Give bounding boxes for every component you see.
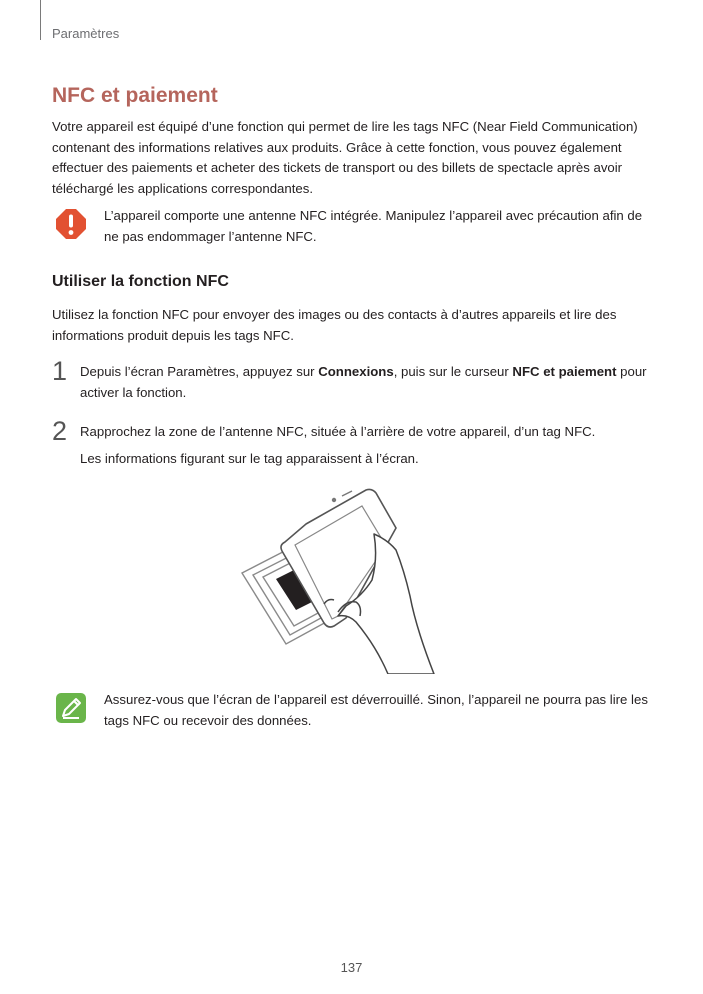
step-number: 2: [52, 416, 68, 446]
header-rule: [40, 0, 41, 40]
header-section-label: Paramètres: [52, 26, 120, 41]
subsection-title: Utiliser la fonction NFC: [52, 273, 229, 290]
note-pencil-icon: [55, 692, 87, 724]
step-bold-term: Connexions: [318, 364, 394, 379]
page-title: NFC et paiement: [52, 84, 218, 107]
step-number: 1: [52, 356, 68, 386]
step-text-part: pour activer la fonction.: [80, 364, 647, 400]
intro-paragraph: Votre appareil est équipé d’une fonction qui permet de lire les tags NFC (Near Field Communication) contenant des informations relatives aux produits. Grâce à cette fonction, vous pouvez également effectuer des paiements et acheter des tickets de transport ou des billets de spectacle après avoir téléchargé les applications correspondantes.: [52, 119, 638, 196]
step-text: Rapprochez la zone de l’antenne NFC, située à l’arrière de votre appareil, d’un tag NFC.: [80, 424, 596, 439]
step-text-part: , puis sur le curseur: [393, 364, 513, 379]
subsection-paragraph: Utilisez la fonction NFC pour envoyer des images ou des contacts à d’autres appareils et lire des informations produit depuis les tags NFC.: [52, 307, 617, 343]
note-text: Assurez-vous que l’écran de l’appareil est déverrouillé. Sinon, l’appareil ne pourra pas lire les tags NFC ou recevoir des données.: [104, 692, 648, 728]
caution-icon: [55, 208, 87, 240]
step-text: [80, 362, 652, 403]
step-text-part: Depuis l’écran Paramètres, appuyez sur: [80, 364, 319, 379]
caution-text: L’appareil comporte une antenne NFC intégrée. Manipulez l’appareil avec précaution afin de ne pas endommager l’antenne NFC.: [104, 208, 643, 244]
step-detail: Les informations figurant sur le tag apparaissent à l’écran.: [80, 451, 419, 466]
step-bold-term: NFC et paiement: [512, 364, 617, 379]
nfc-illustration: [238, 488, 464, 674]
page-number: 137: [340, 960, 363, 975]
